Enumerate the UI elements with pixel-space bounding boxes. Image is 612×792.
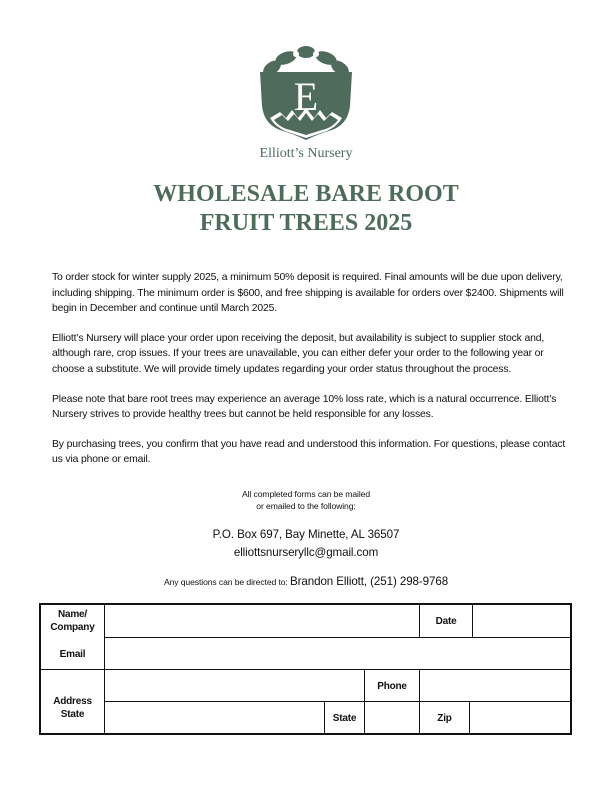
address-field[interactable]: [105, 670, 364, 701]
po-box: P.O. Box 697, Bay Minette, AL 36507: [212, 528, 400, 541]
state-label: State: [332, 713, 357, 724]
name-label: Name/: [57, 609, 87, 620]
company-label: Company: [50, 622, 95, 633]
email-field[interactable]: [105, 638, 570, 669]
state-field[interactable]: [365, 702, 419, 733]
zip-field[interactable]: [470, 702, 570, 733]
paragraph-deposit: To order stock for winter supply 2025, a minimum 50% deposit is required. Final amounts will be due upon delivery, including shipping. The minimum order is $600, and free shipping is available for orders over $2400. Shipments will begin in December and continue until March 2025.: [52, 272, 564, 315]
phone-label: Phone: [377, 681, 407, 692]
city-field[interactable]: [105, 702, 324, 733]
paragraph-losses: Please note that bare root trees may experience an average 10% loss rate, which is a natural occurrence. Elliott’s Nursery strives to provide healthy trees but cannot be held responsible for any losses.: [52, 393, 557, 421]
email-address: elliottsnurseryllc@gmail.com: [233, 546, 379, 559]
brand-name: Elliott’s Nursery: [259, 146, 353, 161]
contact-person: Brandon Elliott, (251) 298-9768: [290, 575, 449, 588]
name-company-label: [41, 608, 104, 634]
paragraph-availability: Elliott’s Nursery will place your order upon receiving the deposit, but availability is subject to supplier stock and, although rare, crop issues. If your trees are unavailable, you can either defer your order to the following year or choose a substitute. We will provide timely updates regarding your order status throughout the process.: [52, 332, 545, 375]
mailing-address: [0, 526, 612, 562]
address-label: Address: [53, 696, 92, 707]
date-label: Date: [435, 616, 457, 627]
title-line-1: WHOLESALE BARE ROOT: [153, 181, 459, 207]
phone-field[interactable]: [420, 670, 570, 701]
name-company-field[interactable]: [105, 605, 419, 637]
mail-note-line-1: All completed forms can be mailed: [241, 489, 371, 499]
questions-contact: [0, 575, 612, 588]
date-field[interactable]: [473, 605, 570, 637]
zip-label: Zip: [437, 713, 452, 724]
questions-prefix: Any questions can be directed to:: [163, 577, 288, 587]
mail-note: [0, 488, 612, 512]
paragraph-confirmation: By purchasing trees, you confirm that you have read and understood this information. For questions, please contact us via phone or email.: [52, 438, 566, 466]
email-label: Email: [59, 649, 86, 660]
mail-note-line-2: or emailed to the following:: [256, 501, 356, 511]
order-form: [39, 603, 572, 735]
logo-letter: E: [293, 74, 319, 119]
page-title: [0, 180, 612, 238]
address-state-label: [41, 695, 104, 721]
title-line-2: FRUIT TREES 2025: [199, 210, 413, 236]
elliotts-nursery-logo: [252, 44, 360, 142]
terms-body: [52, 270, 567, 482]
address-state-sublabel: State: [60, 709, 85, 720]
